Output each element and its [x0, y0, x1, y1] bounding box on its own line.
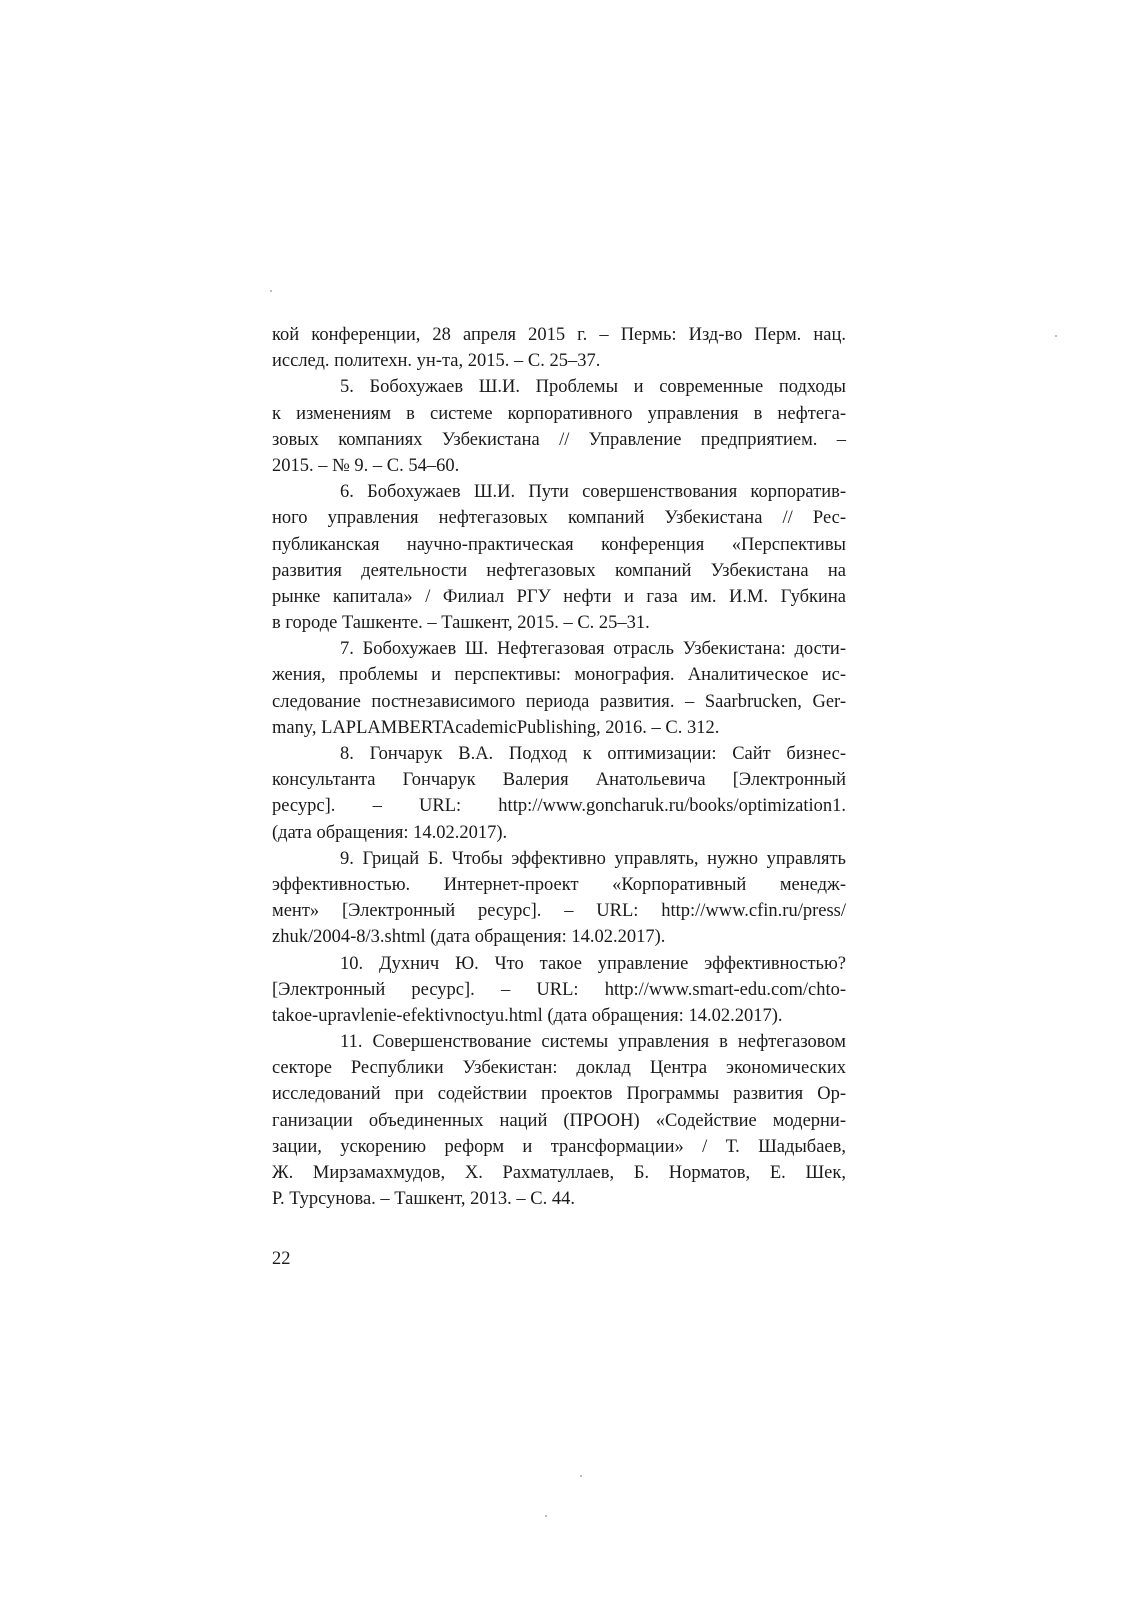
reference-line: следование постнезависимого периода развития. – Saarbrucken, Ger- [272, 691, 846, 712]
reference-line: 10. Духнич Ю. Что такое управление эффективностью? [340, 953, 846, 974]
reference-line: Р. Турсунова. – Ташкент, 2013. – С. 44. [272, 1189, 576, 1210]
reference-entry-11 [272, 1029, 846, 1212]
reference-entry-6 [272, 479, 846, 636]
reference-entry-7 [272, 636, 846, 741]
reference-line: 6. Бобохужаев Ш.И. Пути совершенствования корпоратив- [340, 482, 846, 503]
reference-line: ганизации объединенных наций (ПРООН) «Содействие модерни- [272, 1110, 846, 1131]
scan-speck [580, 1475, 582, 1477]
reference-line: (дата обращения: 14.02.2017). [272, 822, 508, 843]
reference-line: ресурс]. – URL: http://www.goncharuk.ru/books/optimization1. [272, 796, 846, 817]
reference-line: публиканская научно-практическая конференция «Перспективы [272, 534, 846, 555]
reference-entry-8 [272, 741, 846, 846]
reference-line: takoe-upravlenie-efektivnoctyu.html (дата обращения: 14.02.2017). [272, 1005, 783, 1026]
scan-speck [545, 1515, 547, 1517]
reference-line: мент» [Электронный ресурс]. – URL: http://www.cfin.ru/press/ [272, 901, 846, 922]
reference-list [272, 322, 846, 1212]
reference-line: в городе Ташкенте. – Ташкент, 2015. – С. 25–31. [272, 613, 650, 634]
reference-line: 8. Гончарук В.А. Подход к оптимизации: Сайт бизнес- [340, 744, 846, 764]
reference-line: Ж. Мирзамахмудов, Х. Рахматуллаев, Б. Норматов, Е. Шек, [272, 1163, 846, 1183]
reference-line: зации, ускорению реформ и трансформации» / Т. Шадыбаев, [272, 1136, 846, 1157]
reference-line: zhuk/2004-8/3.shtml (дата обращения: 14.02.2017). [272, 927, 666, 948]
reference-line: развития деятельности нефтегазовых компаний Узбекистана на [272, 560, 846, 581]
reference-entry-9 [272, 846, 846, 951]
reference-line: жения, проблемы и перспективы: монография. Аналитическое ис- [272, 665, 846, 686]
reference-line: кой конференции, 28 апреля 2015 г. – Пермь: Изд-во Перм. нац. [272, 325, 846, 345]
reference-line: ного управления нефтегазовых компаний Узбекистана // Рес- [272, 508, 846, 529]
scan-speck [1055, 335, 1057, 337]
reference-line: 7. Бобохужаев Ш. Нефтегазовая отрасль Узбекистана: дости- [340, 639, 846, 660]
page-number: 22 [272, 1249, 291, 1269]
reference-line: рынке капитала» / Филиал РГУ нефти и газа им. И.М. Губкина [272, 586, 846, 607]
reference-line: [Электронный ресурс]. – URL: http://www.smart-edu.com/chto- [272, 979, 846, 1000]
reference-line: зовых компаниях Узбекистана // Управление предприятием. – [272, 429, 846, 450]
reference-line: 5. Бобохужаев Ш.И. Проблемы и современные подходы [340, 377, 846, 398]
reference-line: 11. Совершенствование системы управления в нефтегазовом [340, 1032, 846, 1053]
reference-line: 2015. – № 9. – С. 54–60. [272, 455, 460, 476]
reference-line: many, LAPLAMBERTAcademicPublishing, 2016. – С. 312. [272, 717, 720, 738]
reference-line: эффективностью. Интернет-проект «Корпоративный менедж- [272, 874, 846, 895]
reference-line: секторе Республики Узбекистан: доклад Центра экономических [272, 1058, 846, 1079]
reference-line: 9. Грицай Б. Чтобы эффективно управлять, нужно управлять [340, 848, 846, 869]
scan-speck [270, 290, 272, 292]
reference-entry-10 [272, 951, 846, 1030]
reference-entry-5 [272, 374, 846, 479]
reference-line: исследований при содействии проектов Программы развития Ор- [272, 1084, 846, 1105]
reference-line: консультанта Гончарук Валерия Анатольевича [Электронный [272, 770, 846, 791]
reference-line: к изменениям в системе корпоративного управления в нефтега- [272, 403, 846, 424]
reference-entry-continuation [272, 322, 846, 374]
reference-line: исслед. политехн. ун-та, 2015. – С. 25–37. [272, 351, 601, 372]
